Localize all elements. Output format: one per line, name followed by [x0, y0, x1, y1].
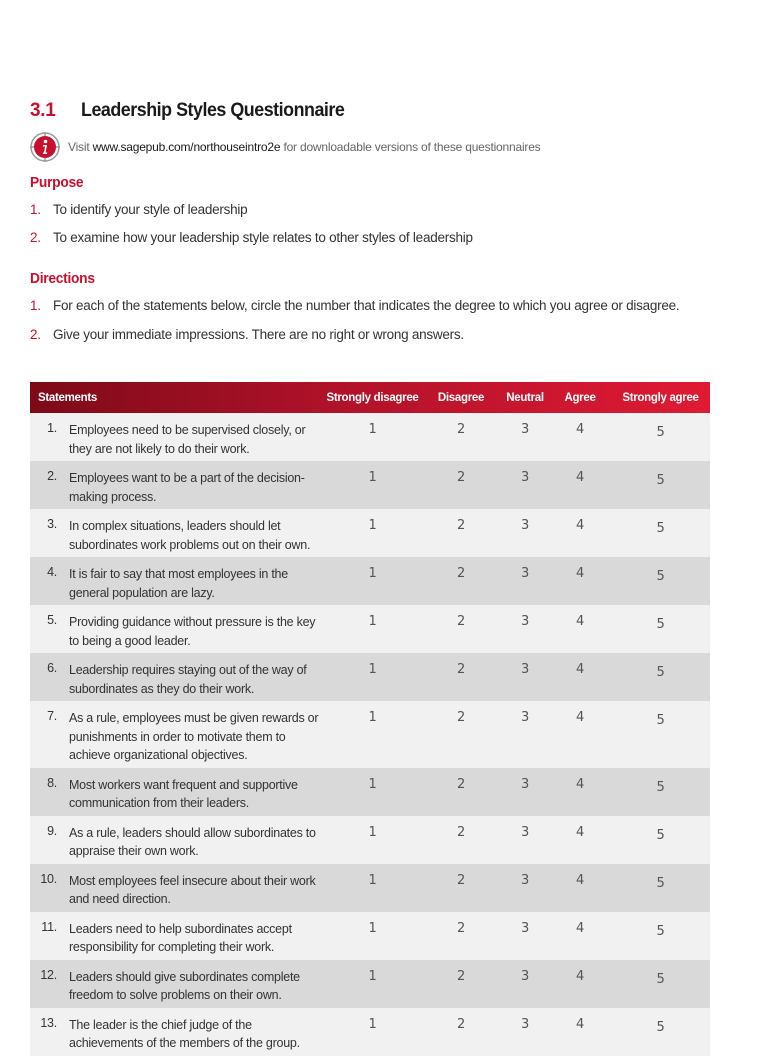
list-number: 1. [30, 202, 41, 217]
rating-option-5[interactable]: 5 [656, 923, 665, 939]
rating-option-1[interactable]: 1 [368, 566, 377, 581]
statement-text: Employees need to be supervised closely, or they are not likely to do their work. [69, 423, 306, 456]
visit-suffix: for downloadable versions of these questionnaires [280, 140, 541, 154]
list-text: To examine how your leadership style relates to other styles of leadership [53, 230, 473, 245]
table-row [30, 461, 710, 509]
statement-text: Leadership requires staying out of the way of subordinates as they do their work. [69, 663, 307, 696]
rating-option-4[interactable]: 4 [575, 470, 585, 485]
questionnaire-page [30, 100, 710, 1056]
rating-option-4[interactable]: 4 [575, 710, 585, 725]
table-body [30, 413, 710, 1056]
rating-option-1[interactable]: 1 [368, 872, 377, 888]
list-item [30, 298, 710, 327]
rating-option-1[interactable]: 1 [368, 1016, 377, 1032]
rating-option-2[interactable]: 2 [456, 518, 466, 533]
statement-text: The leader is the chief judge of the achievements of the members of the group. [69, 1017, 300, 1050]
statement-number: 6. [47, 661, 57, 675]
rating-option-4[interactable]: 4 [575, 422, 585, 437]
rating-option-4[interactable]: 4 [575, 776, 585, 792]
rating-option-5[interactable]: 5 [656, 827, 665, 843]
rating-option-2[interactable]: 2 [456, 470, 466, 485]
table-row [30, 864, 710, 912]
visit-prefix: Visit [68, 140, 93, 154]
section-number: 3.1 [30, 100, 56, 121]
table-row [30, 605, 710, 653]
statement-number: 1. [47, 421, 57, 435]
rating-option-4[interactable]: 4 [575, 566, 585, 581]
rating-option-2[interactable]: 2 [456, 872, 466, 888]
rating-option-4[interactable]: 4 [575, 518, 585, 533]
rating-option-3[interactable]: 3 [520, 776, 530, 792]
rating-option-1[interactable]: 1 [368, 470, 377, 485]
list-text: To identify your style of leadership [53, 202, 248, 217]
table-row [30, 960, 710, 1008]
rating-option-2[interactable]: 2 [456, 422, 466, 437]
directions-list [30, 298, 710, 356]
statement-number: 3. [47, 517, 57, 531]
purpose-list [30, 202, 710, 258]
info-icon [30, 132, 60, 162]
list-text: For each of the statements below, circle the number that indicates the degree to which you agree or disagree. [53, 298, 680, 313]
section-title-row [30, 100, 710, 122]
statement-text: It is fair to say that most employees in the general population are lazy. [69, 567, 288, 600]
rating-option-4[interactable]: 4 [575, 1016, 585, 1032]
questionnaire-table [30, 382, 710, 1056]
rating-option-3[interactable]: 3 [520, 518, 530, 533]
rating-option-4[interactable]: 4 [575, 920, 585, 936]
visit-note [30, 130, 710, 164]
rating-option-2[interactable]: 2 [456, 1016, 466, 1032]
table-header-row [30, 382, 710, 413]
list-number: 2. [30, 230, 41, 245]
statement-text: As a rule, leaders should allow subordinates to appraise their own work. [69, 825, 316, 858]
header-statements: Statements [38, 391, 97, 404]
rating-option-1[interactable]: 1 [368, 662, 377, 677]
list-item [30, 202, 710, 230]
statement-number: 2. [47, 469, 57, 483]
rating-option-3[interactable]: 3 [520, 968, 530, 984]
list-text: Give your immediate impressions. There are no right or wrong answers. [53, 327, 464, 342]
table-row [30, 768, 710, 816]
rating-option-3[interactable]: 3 [520, 824, 530, 840]
rating-option-5[interactable]: 5 [656, 425, 665, 440]
rating-option-5[interactable]: 5 [656, 779, 665, 795]
table-row [30, 701, 710, 768]
rating-option-2[interactable]: 2 [456, 920, 466, 936]
rating-option-1[interactable]: 1 [368, 518, 377, 533]
rating-option-4[interactable]: 4 [575, 662, 585, 677]
visit-url-link[interactable]: www.sagepub.com/northouseintro2e [92, 140, 281, 154]
rating-option-3[interactable]: 3 [520, 710, 530, 725]
table-row [30, 816, 710, 864]
section-title: Leadership Styles Questionnaire [81, 100, 345, 121]
statement-text: Most workers want frequent and supportive communication from their leaders. [69, 777, 298, 810]
list-number: 2. [30, 327, 41, 342]
statement-number: 12. [40, 967, 57, 982]
statement-number: 10. [40, 871, 57, 886]
rating-option-5[interactable]: 5 [656, 713, 665, 728]
rating-option-5[interactable]: 5 [656, 665, 665, 680]
rating-option-1[interactable]: 1 [368, 968, 377, 984]
rating-option-5[interactable]: 5 [656, 875, 665, 891]
table-row [30, 557, 710, 605]
rating-option-3[interactable]: 3 [520, 920, 530, 936]
rating-option-1[interactable]: 1 [368, 422, 377, 437]
rating-option-5[interactable]: 5 [656, 617, 665, 632]
table-row [30, 1008, 710, 1056]
header-agree: Agree [564, 391, 596, 404]
rating-option-3[interactable]: 3 [520, 1016, 530, 1032]
rating-option-2[interactable]: 2 [456, 662, 466, 677]
rating-option-4[interactable]: 4 [575, 824, 585, 840]
rating-option-1[interactable]: 1 [368, 614, 377, 629]
rating-option-3[interactable]: 3 [520, 566, 530, 581]
rating-option-2[interactable]: 2 [456, 968, 466, 984]
rating-option-3[interactable]: 3 [520, 470, 530, 485]
list-item [30, 230, 710, 258]
header-disagree: Disagree [437, 391, 485, 404]
rating-option-5[interactable]: 5 [656, 569, 665, 584]
rating-option-5[interactable]: 5 [656, 1019, 665, 1035]
statement-number: 5. [47, 613, 57, 627]
table-row [30, 509, 710, 557]
header-neutral: Neutral [506, 391, 544, 404]
statement-number: 13. [40, 1015, 57, 1030]
directions-heading: Directions [30, 270, 95, 287]
table-row [30, 912, 710, 960]
rating-option-2[interactable]: 2 [456, 824, 466, 840]
statement-number: 7. [47, 709, 57, 723]
statement-number: 8. [47, 775, 57, 790]
rating-option-3[interactable]: 3 [520, 872, 530, 888]
visit-text [68, 140, 540, 154]
header-strongly-agree: Strongly agree [622, 391, 699, 404]
header-strongly-disagree: Strongly disagree [326, 391, 419, 404]
rating-option-3[interactable]: 3 [520, 422, 530, 437]
statement-text: Providing guidance without pressure is the key to being a good leader. [69, 615, 316, 648]
rating-option-3[interactable]: 3 [520, 662, 530, 677]
rating-option-2[interactable]: 2 [456, 566, 466, 581]
statement-text: Employees want to be a part of the decision-making process. [69, 471, 305, 504]
statement-text: In complex situations, leaders should let subordinates work problems out on their own. [69, 519, 311, 552]
table-row [30, 413, 710, 461]
statement-text: Most employees feel insecure about their work and need direction. [69, 873, 316, 906]
rating-option-2[interactable]: 2 [456, 614, 466, 629]
table-row [30, 653, 710, 701]
rating-option-5[interactable]: 5 [656, 473, 665, 488]
rating-option-2[interactable]: 2 [456, 710, 466, 725]
rating-option-4[interactable]: 4 [575, 614, 585, 629]
rating-option-1[interactable]: 1 [368, 920, 377, 936]
rating-option-4[interactable]: 4 [575, 872, 585, 888]
statement-number: 11. [41, 919, 57, 934]
list-item [30, 327, 710, 356]
rating-option-1[interactable]: 1 [368, 776, 377, 792]
rating-option-1[interactable]: 1 [368, 710, 377, 725]
rating-option-3[interactable]: 3 [520, 614, 530, 629]
statement-number: 4. [47, 565, 57, 579]
statement-number: 9. [47, 823, 57, 838]
purpose-heading: Purpose [30, 174, 84, 191]
statement-text: As a rule, employees must be given rewards or punishments in order to motivate them to achieve organizational objectives. [69, 711, 319, 762]
rating-option-2[interactable]: 2 [456, 776, 466, 792]
statement-text: Leaders need to help subordinates accept responsibility for completing their work. [69, 921, 292, 954]
rating-option-5[interactable]: 5 [656, 521, 665, 536]
rating-option-5[interactable]: 5 [656, 971, 665, 987]
rating-option-4[interactable]: 4 [575, 968, 585, 984]
rating-option-1[interactable]: 1 [368, 824, 377, 840]
statement-text: Leaders should give subordinates complete freedom to solve problems on their own. [69, 969, 300, 1002]
list-number: 1. [30, 298, 41, 313]
